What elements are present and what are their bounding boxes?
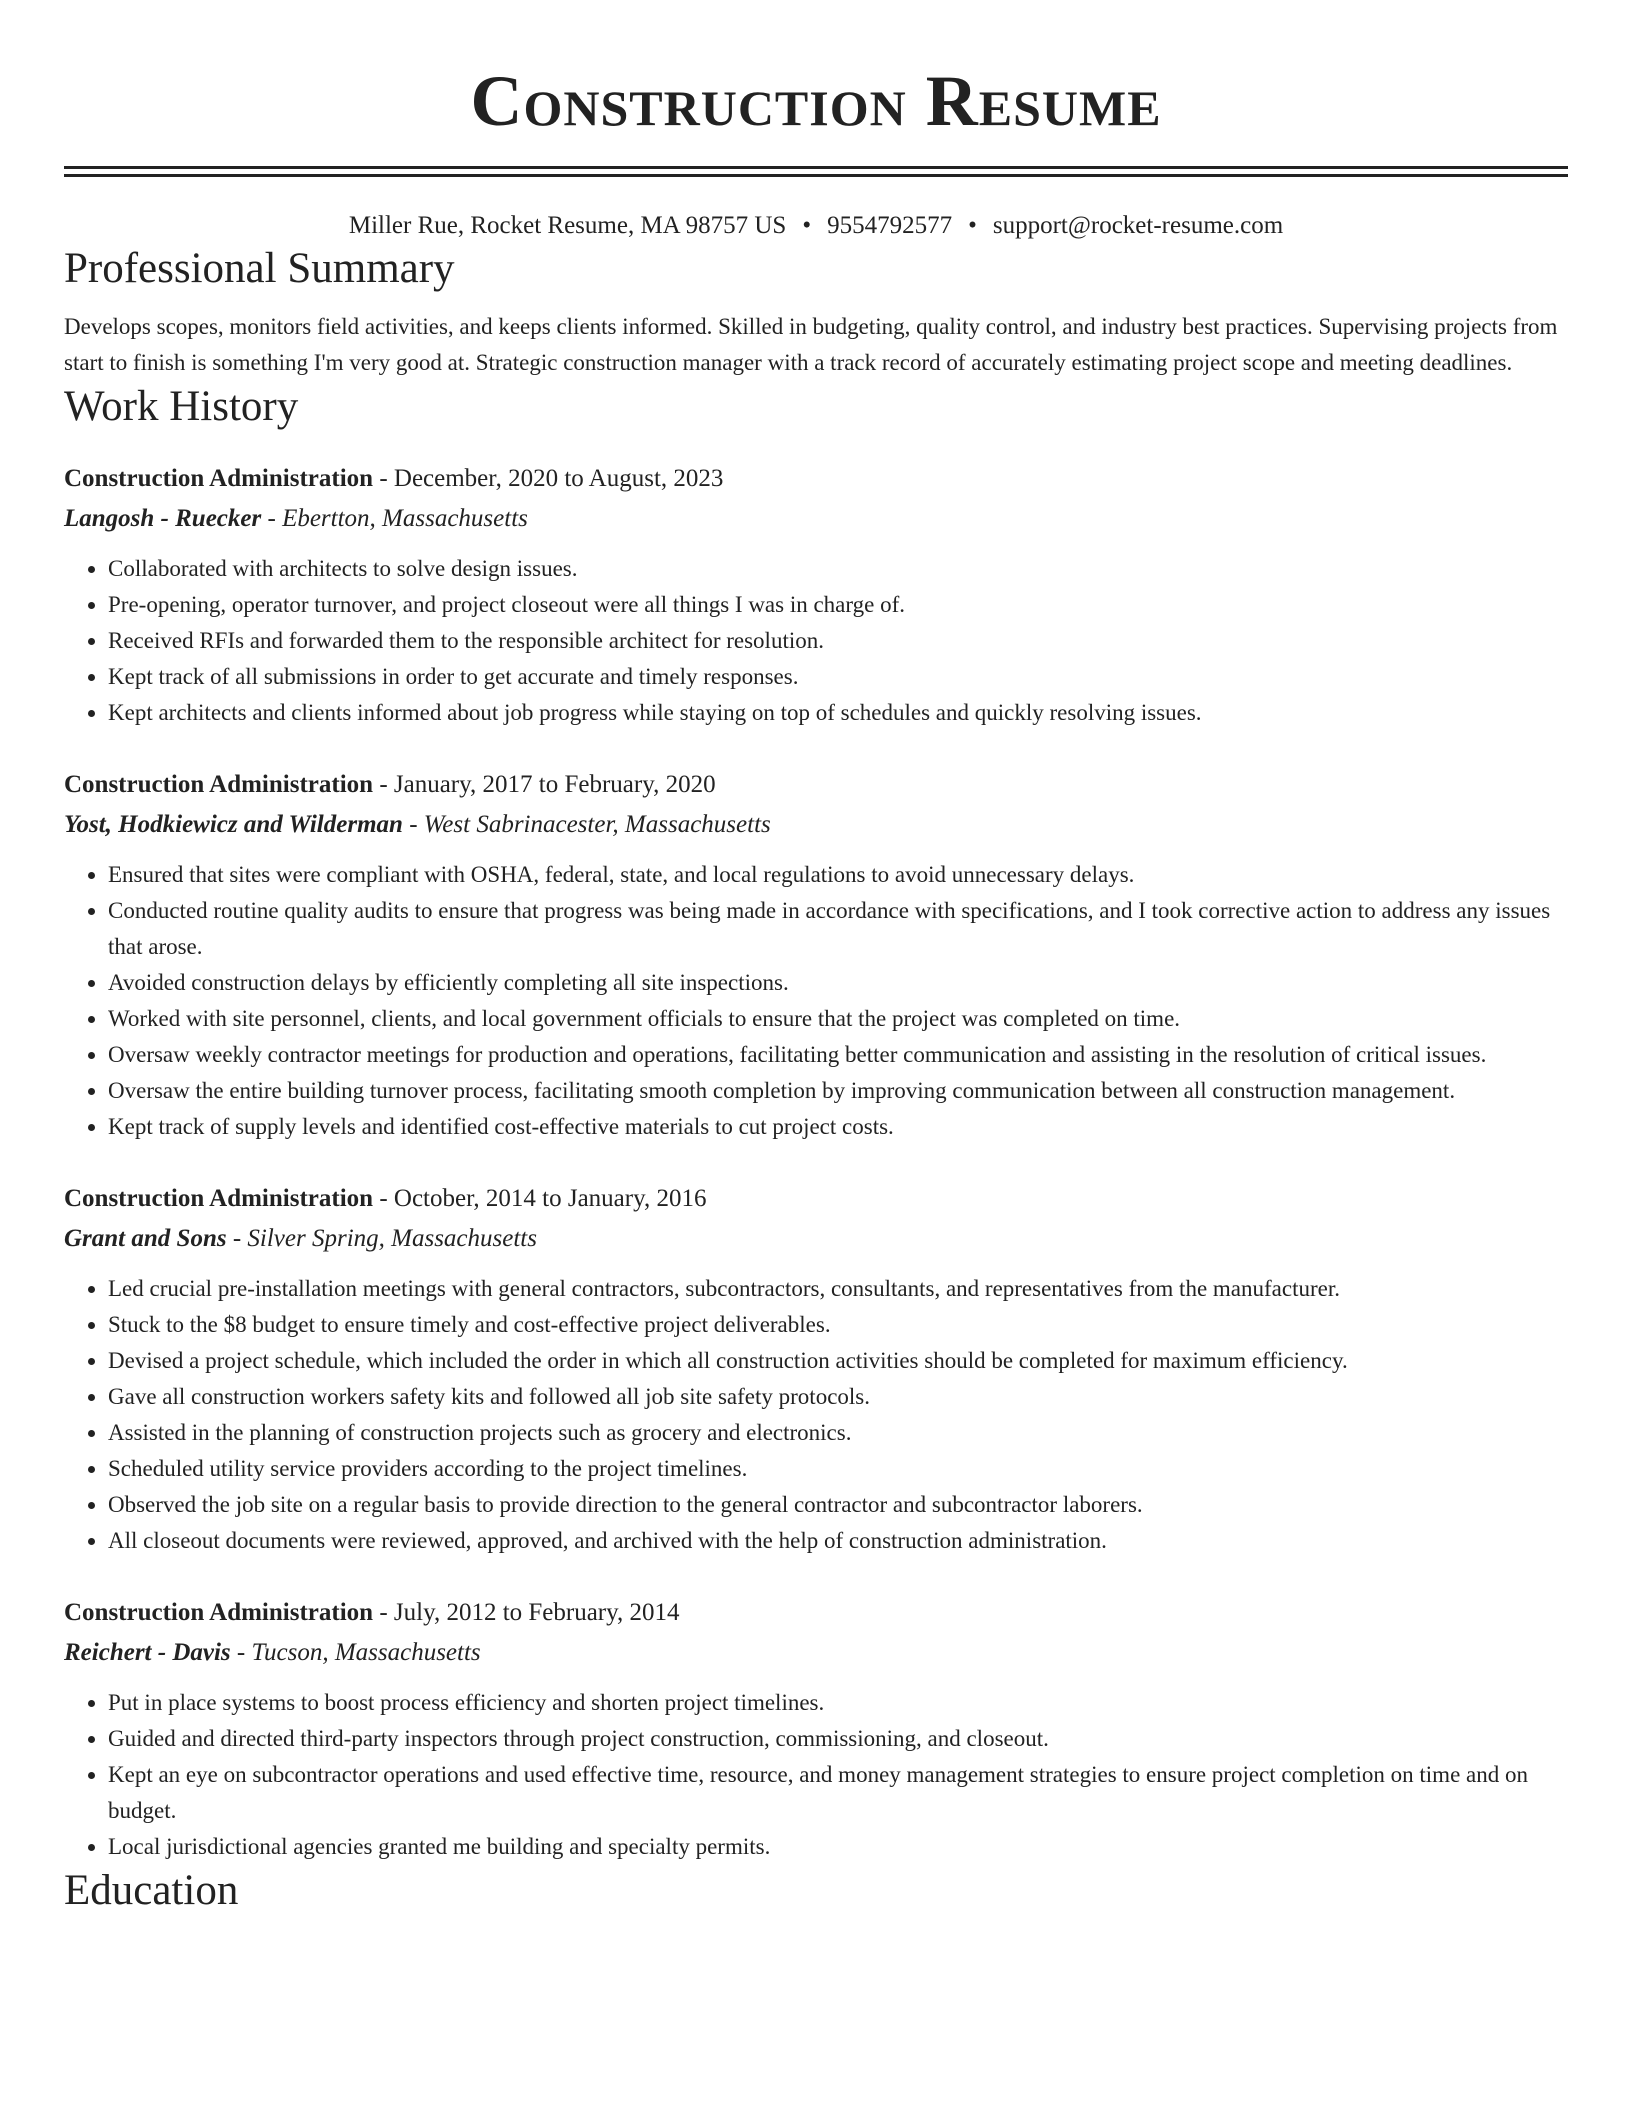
duty-item: • Put in place systems to boost process efficiency and shorten project timelines.: [108, 1685, 1568, 1721]
job-location: Ebertton, Massachusetts: [282, 505, 528, 532]
duty-item: • Oversaw the entire building turnover process, facilitating smooth completion by improving communication between all construction management.: [108, 1073, 1568, 1109]
job-header: Construction Administration - December, 2020 to August, 2023: [64, 465, 724, 492]
job-company: Reichert - Davis: [64, 1639, 231, 1666]
duty-item: • Pre-opening, operator turnover, and project closeout were all things I was in charge of.: [108, 587, 1568, 623]
job-header: Construction Administration - July, 2012 to February, 2014: [64, 1599, 680, 1626]
duty-item: • Stuck to the $8 budget to ensure timely and cost-effective project deliverables.: [108, 1307, 1568, 1343]
contact-line: [64, 209, 1568, 243]
summary-heading: Professional Summary: [64, 245, 455, 292]
duty-item: • Scheduled utility service providers according to the project timelines.: [108, 1451, 1568, 1487]
job-entry: [64, 765, 1568, 1145]
job-location: Silver Spring, Massachusetts: [247, 1225, 537, 1252]
duty-item: • Guided and directed third-party inspectors through project construction, commissioning, and closeout.: [108, 1721, 1568, 1757]
job-header: Construction Administration - October, 2014 to January, 2016: [64, 1185, 707, 1212]
job-header: Construction Administration - January, 2017 to February, 2020: [64, 771, 716, 798]
duty-list: [64, 1685, 1568, 1865]
duty-item: • All closeout documents were reviewed, approved, and archived with the help of construction administration.: [108, 1523, 1568, 1559]
job-dates: December, 2020 to August, 2023: [393, 465, 724, 492]
duty-item: • Kept architects and clients informed about job progress while staying on top of schedules and quickly resolving issues.: [108, 695, 1568, 731]
job-employer: Reichert - Davis - Tucson, Massachusetts: [64, 1639, 481, 1666]
job-company: Langosh - Ruecker: [64, 505, 262, 532]
job-location: Tucson, Massachusetts: [251, 1639, 481, 1666]
duty-item: • Local jurisdictional agencies granted me building and specialty permits.: [108, 1829, 1568, 1865]
duty-list: [64, 1271, 1568, 1559]
contact-phone: 9554792577: [827, 212, 953, 239]
duty-item: • Kept track of supply levels and identified cost-effective materials to cut project costs.: [108, 1109, 1568, 1145]
job-title: Construction Administration: [64, 1599, 374, 1626]
duty-item: • Devised a project schedule, which included the order in which all construction activities should be completed for maximum efficiency.: [108, 1343, 1568, 1379]
duty-item: • Collaborated with architects to solve design issues.: [108, 551, 1568, 587]
resume-title: Construction Resume: [470, 61, 1162, 141]
job-entry: [64, 459, 1568, 731]
title-double-rule: [64, 166, 1568, 177]
duty-item: • Ensured that sites were compliant with OSHA, federal, state, and local regulations to avoid unnecessary delays.: [108, 857, 1568, 893]
job-employer: Grant and Sons - Silver Spring, Massachusetts: [64, 1225, 537, 1252]
job-employer: Yost, Hodkiewicz and Wilderman - West Sabrinacester, Massachusetts: [64, 811, 771, 838]
job-company: Yost, Hodkiewicz and Wilderman: [64, 811, 403, 838]
job-title: Construction Administration: [64, 771, 374, 798]
duty-item: • Observed the job site on a regular basis to provide direction to the general contractor and subcontractor laborers.: [108, 1487, 1568, 1523]
job-title: Construction Administration: [64, 465, 374, 492]
work-history-heading: Work History: [64, 383, 299, 430]
duty-item: • Gave all construction workers safety kits and followed all job site safety protocols.: [108, 1379, 1568, 1415]
job-company: Grant and Sons: [64, 1225, 227, 1252]
duty-item: • Received RFIs and forwarded them to the responsible architect for resolution.: [108, 623, 1568, 659]
job-title: Construction Administration: [64, 1185, 374, 1212]
job-dates: July, 2012 to February, 2014: [393, 1599, 680, 1626]
duty-item: • Kept track of all submissions in order to get accurate and timely responses.: [108, 659, 1568, 695]
duty-item: • Conducted routine quality audits to ensure that progress was being made in accordance with specifications, and I took corrective action to address any issues that arose.: [108, 893, 1568, 965]
job-employer: Langosh - Ruecker - Ebertton, Massachusetts: [64, 505, 528, 532]
summary-text: Develops scopes, monitors field activities, and keeps clients informed. Skilled in budgeting, quality control, and industry best practices. Supervising projects from start to finish is something I'm very good at. Strategic construction manager with a track record of accurately estimating project scope and meeting deadlines.: [64, 314, 1558, 375]
duty-item: • Kept an eye on subcontractor operations and used effective time, resource, and money management strategies to ensure project completion on time and on budget.: [108, 1757, 1568, 1829]
job-dates: January, 2017 to February, 2020: [393, 771, 716, 798]
contact-separator: •: [802, 212, 812, 239]
duty-item: • Worked with site personnel, clients, and local government officials to ensure that the project was completed on time.: [108, 1001, 1568, 1037]
job-dates: October, 2014 to January, 2016: [393, 1185, 707, 1212]
duty-item: • Oversaw weekly contractor meetings for production and operations, facilitating better communication and assisting in the resolution of critical issues.: [108, 1037, 1568, 1073]
contact-separator: •: [968, 212, 977, 239]
contact-email: support@rocket-resume.com: [992, 212, 1284, 239]
duty-item: • Led crucial pre-installation meetings with general contractors, subcontractors, consultants, and representatives from the manufacturer.: [108, 1271, 1568, 1307]
job-location: West Sabrinacester, Massachusetts: [423, 811, 771, 838]
duty-item: • Assisted in the planning of construction projects such as grocery and electronics.: [108, 1415, 1568, 1451]
duty-list: [64, 857, 1568, 1145]
job-entry: [64, 1179, 1568, 1559]
duty-item: • Avoided construction delays by efficiently completing all site inspections.: [108, 965, 1568, 1001]
duty-list: [64, 551, 1568, 731]
contact-address: Miller Rue, Rocket Resume, MA 98757 US: [348, 212, 787, 239]
education-heading: Education: [64, 1867, 239, 1914]
job-entry: [64, 1593, 1568, 1865]
